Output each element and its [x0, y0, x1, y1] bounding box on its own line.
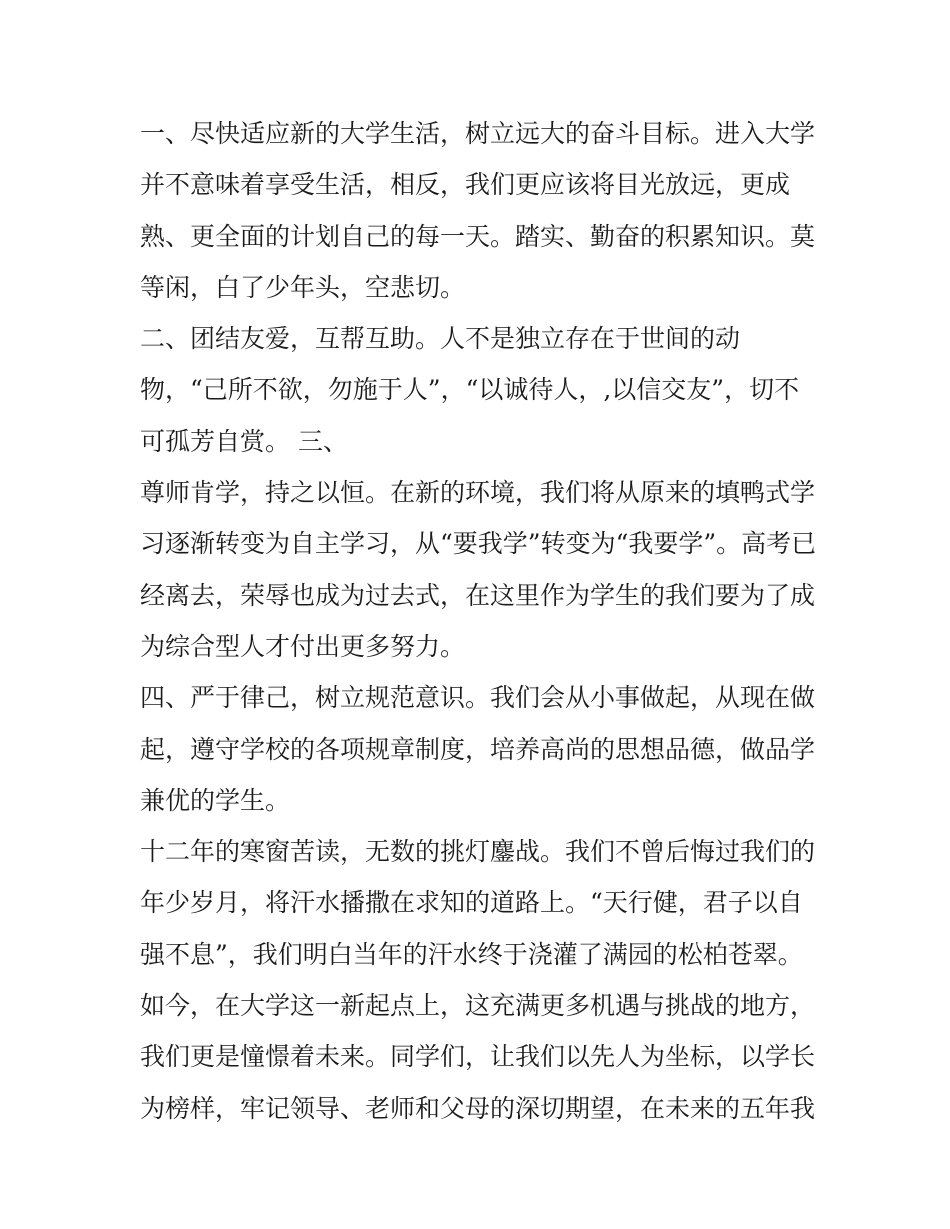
- text-line-3: 熟、更全面的计划自己的每一天。踏实、勤奋的积累知识。莫: [140, 221, 816, 251]
- text-line-11: 为综合型人才付出更多努力。: [140, 631, 466, 661]
- text-line-8: 尊师肯学，持之以恒。在新的环境，我们将从原来的填鸭式学: [140, 478, 816, 508]
- text-line-10: 经离去，荣辱也成为过去式，在这里作为学生的我们要为了成: [140, 580, 816, 610]
- text-line-13: 起，遵守学校的各项规章制度，培养高尚的思想品德，做品学: [140, 734, 816, 764]
- text-line-17: 强不息”，我们明白当年的汗水终于浇灌了满园的松柏苍翠。: [140, 939, 803, 969]
- text-line-7: 可孤芳自赏。 三、: [140, 426, 348, 456]
- text-line-5: 二、团结友爱，互帮互助。人不是独立存在于世间的动: [140, 324, 741, 354]
- text-line-2: 并不意味着享受生活，相反，我们更应该将目光放远，更成: [140, 170, 791, 200]
- text-line-6: 物，“己所不欲，勿施于人”，“以诚待人，,以信交友”，切不: [140, 375, 800, 405]
- text-line-12: 四、严于律己，树立规范意识。我们会从小事做起，从现在做: [140, 683, 816, 713]
- text-line-9: 习逐渐转变为自主学习，从“要我学”转变为“我要学”。高考已: [140, 529, 817, 559]
- text-line-4: 等闲，白了少年头，空悲切。: [140, 272, 466, 302]
- text-line-18: 如今，在大学这一新起点上，这充满更多机遇与挑战的地方，: [140, 991, 816, 1021]
- text-line-15: 十二年的寒窗苦读，无数的挑灯鏖战。我们不曾后悔过我们的: [140, 837, 816, 867]
- text-line-19: 我们更是憧憬着未来。同学们，让我们以先人为坐标，以学长: [140, 1042, 816, 1072]
- text-line-16: 年少岁月，将汗水播撒在求知的道路上。“天行健，君子以自: [140, 888, 803, 918]
- text-line-20: 为榜样，牢记领导、老师和父母的深切期望，在未来的五年我: [140, 1093, 816, 1123]
- text-line-1: 一、尽快适应新的大学生活，树立远大的奋斗目标。进入大学: [140, 119, 816, 148]
- text-line-14: 兼优的学生。: [140, 785, 291, 815]
- document-body: [140, 108, 820, 1134]
